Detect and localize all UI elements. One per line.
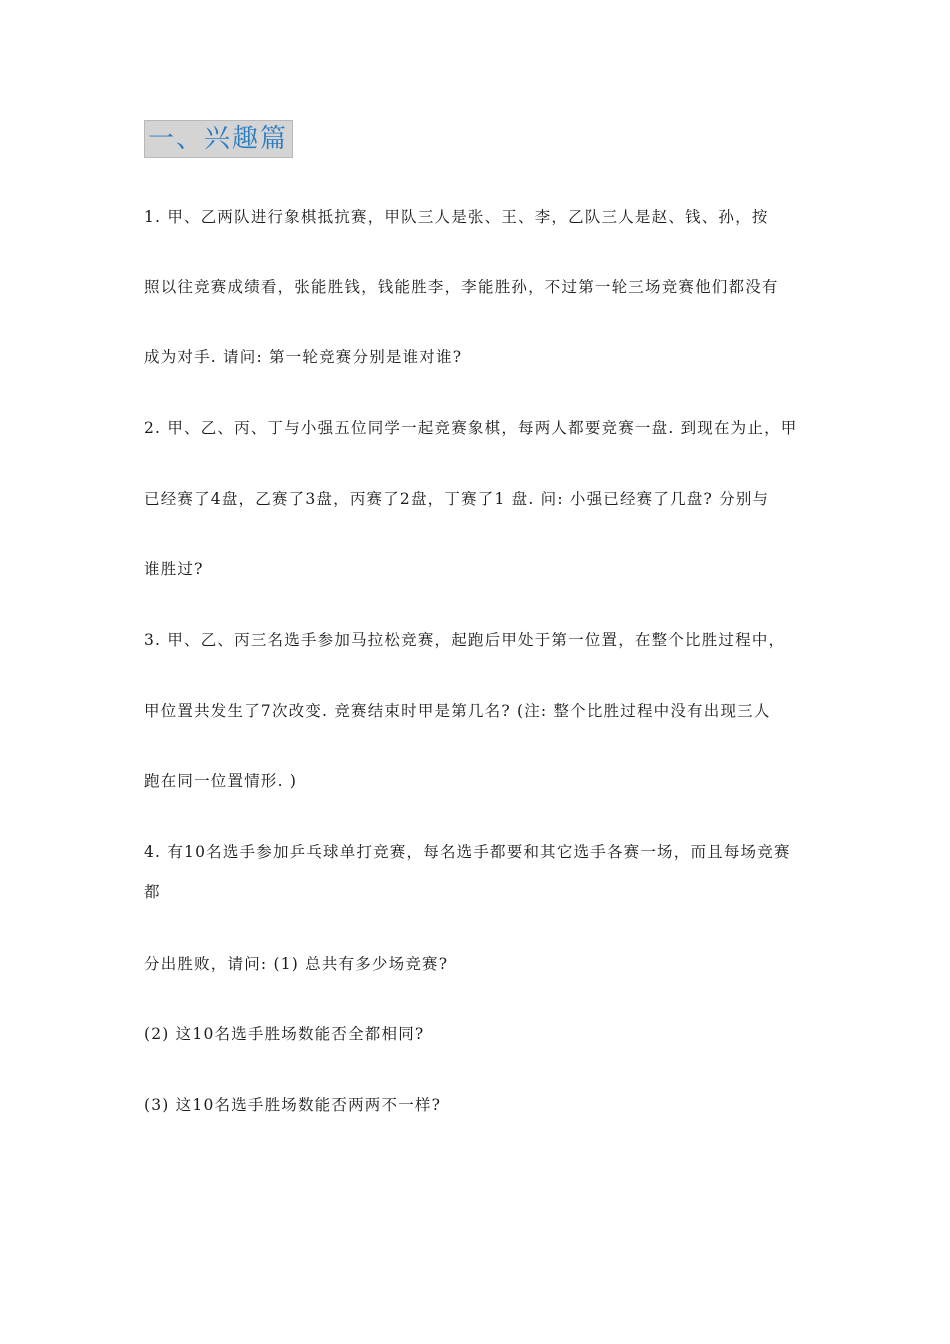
problem-3-line-3: 跑在同一位置情形. )	[144, 772, 298, 790]
problem-2-line-3: 谁胜过?	[144, 560, 204, 578]
problem-4-line-1: 4. 有10名选手参加乒乓球单打竞赛，每名选手都要和其它选手各赛一场，而且每场竞赛	[144, 843, 791, 861]
problem-2-line-1: 2. 甲、乙、丙、丁与小强五位同学一起竞赛象棋，每两人都要竞赛一盘. 到现在为止，甲	[144, 419, 798, 437]
problem-4-line-2: 都	[144, 883, 161, 901]
problem-2-line-2: 已经赛了4盘，乙赛了3盘，丙赛了2盘，丁赛了1 盘. 问: 小强已经赛了几盘? 分别与	[144, 490, 770, 508]
problem-1-line-3: 成为对手. 请问: 第一轮竞赛分别是谁对谁?	[144, 348, 463, 366]
section-heading: 一、兴趣篇	[144, 120, 293, 158]
problem-1-line-2: 照以往竞赛成绩看，张能胜钱，钱能胜李，李能胜孙，不过第一轮三场竞赛他们都没有	[144, 278, 779, 296]
problem-4-sub-2: (2) 这10名选手胜场数能否全都相同?	[144, 1025, 425, 1043]
problem-3-line-1: 3. 甲、乙、丙三名选手参加马拉松竞赛，起跑后甲处于第一位置，在整个比胜过程中，	[144, 631, 786, 649]
problem-3-line-2: 甲位置共发生了7次改变. 竞赛结束时甲是第几名? (注: 整个比胜过程中没有出现三人	[144, 702, 771, 720]
problem-1-line-1: 1. 甲、乙两队进行象棋抵抗赛，甲队三人是张、王、李，乙队三人是赵、钱、孙，按	[144, 208, 769, 226]
problem-4-line-3: 分出胜败，请问: (1) 总共有多少场竞赛?	[144, 955, 449, 973]
problem-4-sub-3: (3) 这10名选手胜场数能否两两不一样?	[144, 1096, 442, 1114]
